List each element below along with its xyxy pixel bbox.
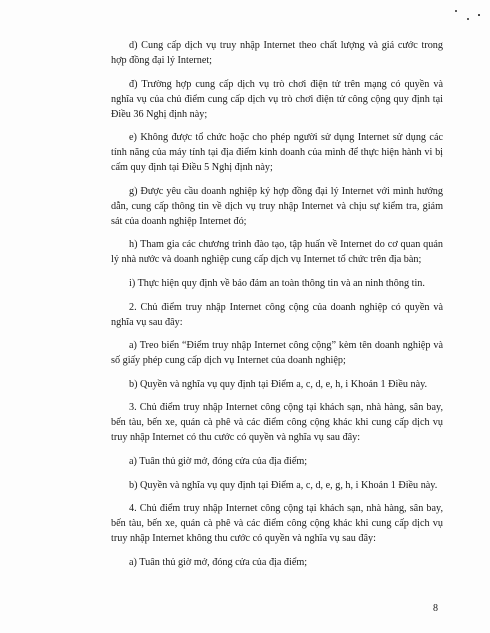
page-number: 8 (433, 603, 438, 614)
scan-speck (455, 10, 457, 12)
clause-2: 2. Chủ điểm truy nhập Internet công cộng của doanh nghiệp có quyền và nghĩa vụ sau đây: (111, 301, 443, 328)
paragraph-e: e) Không được tổ chức hoặc cho phép người sử dụng Internet sử dụng các tính năng của máy tính tại địa điểm kinh doanh của mình để thực hiện hành vi bị cấm quy định tại Điều 5 Nghị định này; (111, 132, 443, 174)
paragraph-dd: đ) Trường hợp cung cấp dịch vụ trò chơi điện tử trên mạng có quyền và nghĩa vụ của chủ điểm cung cấp dịch vụ trò chơi điện tử công cộng quy định tại Điều 36 Nghị định này; (111, 78, 443, 120)
scan-speck (478, 14, 480, 16)
paragraph-d: d) Cung cấp dịch vụ truy nhập Internet theo chất lượng và giá cước trong hợp đồng đại lý Internet; (111, 40, 443, 66)
clause-2-a: a) Treo biển “Điểm truy nhập Internet công cộng” kèm tên doanh nghiệp và số giấy phép cung cấp dịch vụ Internet của doanh nghiệp; (111, 340, 443, 367)
clause-3-a: a) Tuân thủ giờ mở, đóng cửa của địa điểm; (129, 455, 308, 467)
clause-4-a: a) Tuân thủ giờ mở, đóng cửa của địa điểm; (129, 556, 308, 568)
document-body (111, 38, 443, 578)
clause-3-b: b) Quyền và nghĩa vụ quy định tại Điểm a, c, d, e, g, h, i Khoản 1 Điều này. (129, 479, 438, 491)
clause-4: 4. Chủ điểm truy nhập Internet công cộng tại khách sạn, nhà hàng, sân bay, bến tàu, bến xe, quán cà phê và các điểm công cộng khác khi cung cấp dịch vụ truy nhập Internet không thu cước có quyền và nghĩa vụ sau đây: (111, 503, 443, 545)
paragraph-i: i) Thực hiện quy định về bảo đảm an toàn thông tin và an ninh thông tin. (129, 277, 425, 289)
clause-2-b: b) Quyền và nghĩa vụ quy định tại Điểm a, c, d, e, h, i Khoản 1 Điều này. (129, 378, 428, 390)
clause-3: 3. Chủ điểm truy nhập Internet công cộng tại khách sạn, nhà hàng, sân bay, bến tàu, bến xe, quán cà phê và các điểm công cộng khác khi cung cấp dịch vụ truy nhập Internet có thu cước có quyền và nghĩa vụ sau đây: (111, 402, 443, 444)
paragraph-g: g) Được yêu cầu doanh nghiệp ký hợp đồng đại lý Internet với mình hướng dẫn, cung cấp thông tin về dịch vụ truy nhập Internet và chịu sự kiểm tra, giám sát của doanh nghiệp Internet đó; (111, 185, 443, 227)
scan-speck (467, 18, 469, 20)
paragraph-h: h) Tham gia các chương trình đào tạo, tập huấn về Internet do cơ quan quản lý nhà nước và doanh nghiệp cung cấp dịch vụ Internet tổ chức trên địa bàn; (111, 239, 443, 266)
